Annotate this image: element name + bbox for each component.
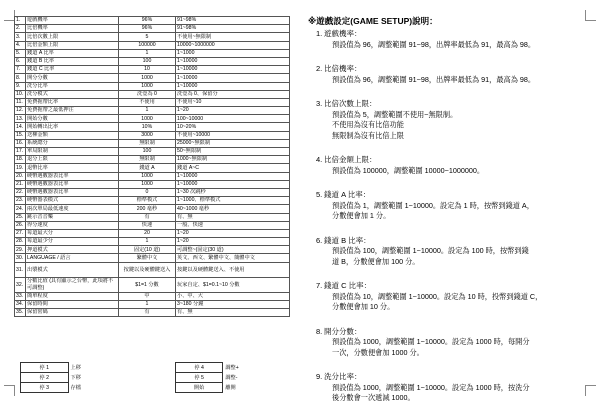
setting-number: 18. [15,156,26,164]
description-item-body [332,383,593,404]
key-function: 上移 [70,365,81,371]
description-item-body [332,246,593,267]
setting-name: 硬幣器表模式 [26,197,119,205]
settings-row [15,156,290,164]
setting-name: 開始轉出比率 [26,123,119,131]
setting-number: 35. [15,309,26,317]
setting-default: 100 [119,57,176,65]
setting-range: 1~10000 [176,180,290,188]
setting-default: 10 [119,66,176,74]
key-name: 停 4 [175,363,223,373]
description-item-title: 洗分比率： [324,372,362,381]
description-line: 分數便會加 1 分。 [332,211,391,220]
settings-table [14,16,290,317]
setting-default: 1 [119,300,176,308]
setting-default: 1 [119,49,176,57]
setting-range: 1000~無限制 [176,156,290,164]
setting-name: 硬幣遇數器表比率 [26,172,119,180]
description-item-title: 錢道 B 比率： [324,235,371,245]
setting-name: 遊戲機率 [26,17,119,25]
description-item [316,29,593,50]
settings-row [15,213,290,221]
description-item-body [332,40,593,51]
setting-range: 91~98% [176,25,290,33]
setting-number: 13. [15,115,26,123]
setting-default: 繁體中文 [119,254,176,262]
description-item-title: 遊戲機率： [324,29,362,38]
setting-number: 3. [15,33,26,41]
setting-default: 1000 [119,180,176,188]
setting-name: 開始分數 [26,115,119,123]
settings-row [15,262,290,277]
setup-description-title: ※遊戲設定(GAME SETUP)說明： [308,16,438,26]
settings-row [15,148,290,156]
setting-default: 有 [119,309,176,317]
description-line: 預設值為 100，調整範圍 1~10000。設定為 100 時，按幣到錢 [332,246,529,255]
setting-range: 1~10000 [176,57,290,65]
setting-number: 20. [15,172,26,180]
setting-range: 1~10000 [176,172,290,180]
setting-range: 10000~1000000 [176,41,290,49]
description-item-number: 9. [316,372,323,381]
setting-range: 有、無 [176,213,290,221]
description-item [316,235,593,268]
key-name: 停 1 [21,363,69,373]
settings-row [15,82,290,90]
setting-name: 押道模式 [26,246,119,254]
setting-number: 15. [15,131,26,139]
key-function: 下移 [70,375,81,381]
setting-range: 一般、快速 [176,221,290,229]
key-function: 離開 [225,385,236,391]
setting-name: 每道最大分 [26,229,119,237]
setting-range: 100~10000 [176,115,290,123]
setting-default: 1000 [119,172,176,180]
setting-default: 固定(10 道) [119,246,176,254]
description-item [316,372,593,404]
key-legend-row [21,373,282,383]
setting-default: 3000 [119,131,176,139]
description-item-number: 3. [316,99,323,108]
setting-name: 錢道 A 比率 [26,49,119,57]
setting-default: 10% [119,123,176,131]
settings-row [15,57,290,65]
description-item-number: 2. [316,64,323,73]
setting-number: 25. [15,213,26,221]
setting-number: 12. [15,107,26,115]
setting-default: 1 [119,238,176,246]
setting-name: 洗分模式 [26,90,119,98]
settings-row [15,292,290,300]
description-line: 預設值為 10，調整範圍 1~10000。設定為 10 時，投幣到錢道 C， [332,291,543,301]
description-item-number: 6. [316,235,323,245]
description-item-body [332,75,593,86]
key-spacer [126,363,175,373]
setting-number: 31. [15,262,26,277]
setting-name: 開分分數 [26,74,119,82]
settings-row [15,309,290,317]
setting-name: 每道最少分 [26,238,119,246]
description-item-title: 比倍機率： [324,64,362,73]
description-item-number: 7. [316,281,323,290]
setting-default: 標準模式 [119,197,176,205]
description-line: 預設值為 96，調整範圍 91~98，出牌率最低為 91，最高為 98。 [332,39,536,49]
description-item-body [332,110,593,142]
description-item-number: 5. [316,190,323,199]
setting-name: 錢道 B 比率 [26,57,119,65]
setting-name: 出漿模式 [26,262,119,277]
setting-number: 10. [15,90,26,98]
description-line: 預設值為 100000，調整範圍 10000~1000000。 [332,165,485,175]
setting-default: 按鍵以及硬體鍵送入 [119,262,176,277]
setting-default: 5 [119,33,176,41]
setting-name: 得分速度 [26,221,119,229]
description-item-title: 比倍金額上限： [324,155,377,164]
setting-number: 2. [15,25,26,33]
description-line: 分數便會加 10 分。 [332,302,395,311]
setting-default: 快速 [119,221,176,229]
key-name: 開始 [175,383,223,393]
settings-row [15,188,290,196]
setting-number: 22. [15,188,26,196]
setting-number: 9. [15,82,26,90]
setting-range: 3~180 分鐘 [176,300,290,308]
setting-number: 34. [15,300,26,308]
description-line: 預設值為 96，調整範圍 91~98，出牌率最低為 91，最高為 98。 [332,74,536,84]
setting-number: 11. [15,98,26,106]
setting-default: 無限制 [119,156,176,164]
setting-range: 1~10000 [176,74,290,82]
setting-name: 退幣比率 [26,164,119,172]
setting-name: 硬幣遇數器表比率 [26,180,119,188]
setting-number: 17. [15,148,26,156]
setting-number: 30. [15,254,26,262]
key-name: 停 3 [21,383,69,393]
setting-number: 28. [15,238,26,246]
setting-name: 系統總分 [26,139,119,147]
settings-row [15,33,290,41]
setting-range: 小、中、大 [176,292,290,300]
setting-number: 32. [15,277,26,292]
setting-default: 200 毫秒 [119,205,176,213]
setting-range: 1~30 次跳秒 [176,188,290,196]
key-name: 停 5 [175,373,223,383]
setting-name: 單局限制 [26,148,119,156]
description-line: 預設值為 1000，調整範圍 1~10000。設定為 1000 時，每開分 [332,337,530,346]
setting-name: 送柳金額 [26,131,119,139]
setting-range: 1~10000 [176,66,290,74]
setting-name: 保留密碼 [26,309,119,317]
description-item-title: 開分分數： [324,326,362,336]
setting-default: 1000 [119,74,176,82]
settings-row [15,172,290,180]
settings-row [15,180,290,188]
description-line: 一次，分數便會加 1000 分。 [332,347,424,357]
description-item-number: 8. [316,326,323,336]
description-item-body [332,201,593,222]
key-function: 調整- [225,375,238,381]
description-line: 預設值為 5，調整範圍不使用~無限制。 [332,109,458,119]
setting-default: 1000 [119,115,176,123]
setting-range: 有、無 [176,309,290,317]
settings-row [15,164,290,172]
setting-default: 不使用 [119,98,176,106]
settings-row [15,74,290,82]
setting-range: 1~10000 [176,82,290,90]
setting-number: 21. [15,180,26,188]
setting-name: 比倍金額上限 [26,41,119,49]
key-spacer [126,383,175,393]
setting-range: 玩家自定、$1=0.1~10 分數 [176,277,290,292]
settings-row [15,254,290,262]
description-item [316,190,593,222]
settings-row [15,49,290,57]
settings-row [15,25,290,33]
setting-default: 100 [119,148,176,156]
setting-range: 可調整~(固定(30 道) [176,246,290,254]
setting-range: 洗壹為 0、保留分 [176,90,290,98]
setting-range: 40~1000 毫秒 [176,205,290,213]
description-item-number: 4. [316,155,323,164]
description-item-title: 比倍次數上限： [324,99,377,108]
setting-default: $1=1 分數 [119,277,176,292]
setting-number: 4. [15,41,26,49]
setting-name: 免費拖帶之最低押注 [26,107,119,115]
setting-number: 26. [15,221,26,229]
setting-number: 23. [15,197,26,205]
setting-name: 硬幣遇數器表比率 [26,188,119,196]
settings-row [15,197,290,205]
setting-name: 保留時間 [26,300,119,308]
description-item [316,99,593,141]
key-legend-table [20,362,282,393]
setting-name: LANGUAGE / 語言 [26,254,119,262]
key-name: 停 2 [21,373,69,383]
settings-row [15,205,290,213]
description-item [316,326,593,359]
key-legend-row [21,383,282,393]
setting-name: 免費拖帶比率 [26,98,119,106]
setting-default: 96% [119,17,176,25]
setting-number: 16. [15,139,26,147]
description-item-title: 錢道 C 比率： [324,281,372,290]
setting-range: 不使用~無限制 [176,33,290,41]
key-function: 存檔 [70,385,81,391]
key-legend-row [21,363,282,373]
description-line: 道 B，分數便會加 100 分。 [332,256,420,266]
settings-row [15,41,290,49]
settings-row [15,17,290,25]
setting-default: 0 [119,188,176,196]
setting-range: 不使用~10 [176,98,290,106]
settings-row [15,246,290,254]
setting-number: 6. [15,57,26,65]
setting-default: 96% [119,25,176,33]
description-line: 無限制為沒有比倍上限 [332,130,404,140]
settings-row [15,229,290,237]
settings-row [15,221,290,229]
settings-row [15,107,290,115]
setting-range: 按鍵以及硬體鍵送入、不使用 [176,262,290,277]
settings-row [15,123,290,131]
setting-name: 比倍次數上限 [26,33,119,41]
settings-row [15,98,290,106]
setting-number: 19. [15,164,26,172]
description-item-title: 錢道 A 比率： [324,190,371,199]
description-line: 預設值為 1000，調整範圍 1~10000。設定為 1000 時，按洗分 [332,382,530,392]
setting-range: 50~無限制 [176,148,290,156]
settings-row [15,277,290,292]
setting-range: 英文、西文、繁體中文、簡體中文 [176,254,290,262]
crop-mark-bottom-left [4,385,15,396]
setting-name: 兩次單局最低速度 [26,205,119,213]
setting-range: 91~98% [176,17,290,25]
setting-number: 24. [15,205,26,213]
setting-range: 不使用~10000 [176,131,290,139]
setting-default: 1000 [119,82,176,90]
setting-name: 分數比值 (具有顯示之台幣，此項將不可調整) [26,277,119,292]
setting-name: 簡單程度 [26,292,119,300]
setting-name: 錢道 C 比率 [26,66,119,74]
description-item-body [332,166,593,177]
setting-range: 1~20 [176,107,290,115]
setting-number: 8. [15,74,26,82]
description-item-number: 1. [316,29,323,38]
settings-row [15,238,290,246]
setting-default: 無限制 [119,139,176,147]
setting-default: 錢道 A [119,164,176,172]
setting-default: 洗壹為 0 [119,90,176,98]
setting-number: 1. [15,17,26,25]
description-item [316,155,593,176]
setup-description-panel [308,15,593,418]
setting-number: 33. [15,292,26,300]
description-line: 預設值為 1，調整範圍 1~10000。設定為 1 時，按幣到錢道 A， [332,200,534,210]
setting-range: 1~1000、標準模式 [176,197,290,205]
setting-range: 10~20% [176,123,290,131]
setting-default: 20 [119,229,176,237]
setting-number: 14. [15,123,26,131]
setting-number: 7. [15,66,26,74]
setting-default: 有 [119,213,176,221]
description-item-body [332,292,593,313]
setting-name: 退分上限 [26,156,119,164]
description-item-body [332,337,593,358]
setting-range: 1~1000 [176,49,290,57]
settings-row [15,90,290,98]
description-item [316,64,593,85]
settings-row [15,139,290,147]
description-item [316,281,593,313]
settings-row [15,300,290,308]
setting-name: 比倍機率 [26,25,119,33]
key-function: 調整+ [225,365,239,371]
settings-row [15,66,290,74]
description-line: 不使用為沒有比倍功能 [332,120,404,129]
setting-default: 中 [119,292,176,300]
setting-default: 1 [119,107,176,115]
setting-range: 錢道 A~C [176,164,290,172]
key-spacer [126,373,175,383]
setting-range: 1~20 [176,229,290,237]
setting-range: 1~20 [176,238,290,246]
setting-default: 100000 [119,41,176,49]
settings-row [15,115,290,123]
setting-number: 29. [15,246,26,254]
setting-name: 跳示音音樂 [26,213,119,221]
setting-number: 27. [15,229,26,237]
settings-row [15,131,290,139]
setting-number: 5. [15,49,26,57]
setting-range: 25000~無限制 [176,139,290,147]
setting-name: 洗分比率 [26,82,119,90]
description-line: 後分數會一次遞減 1000。 [332,393,415,402]
